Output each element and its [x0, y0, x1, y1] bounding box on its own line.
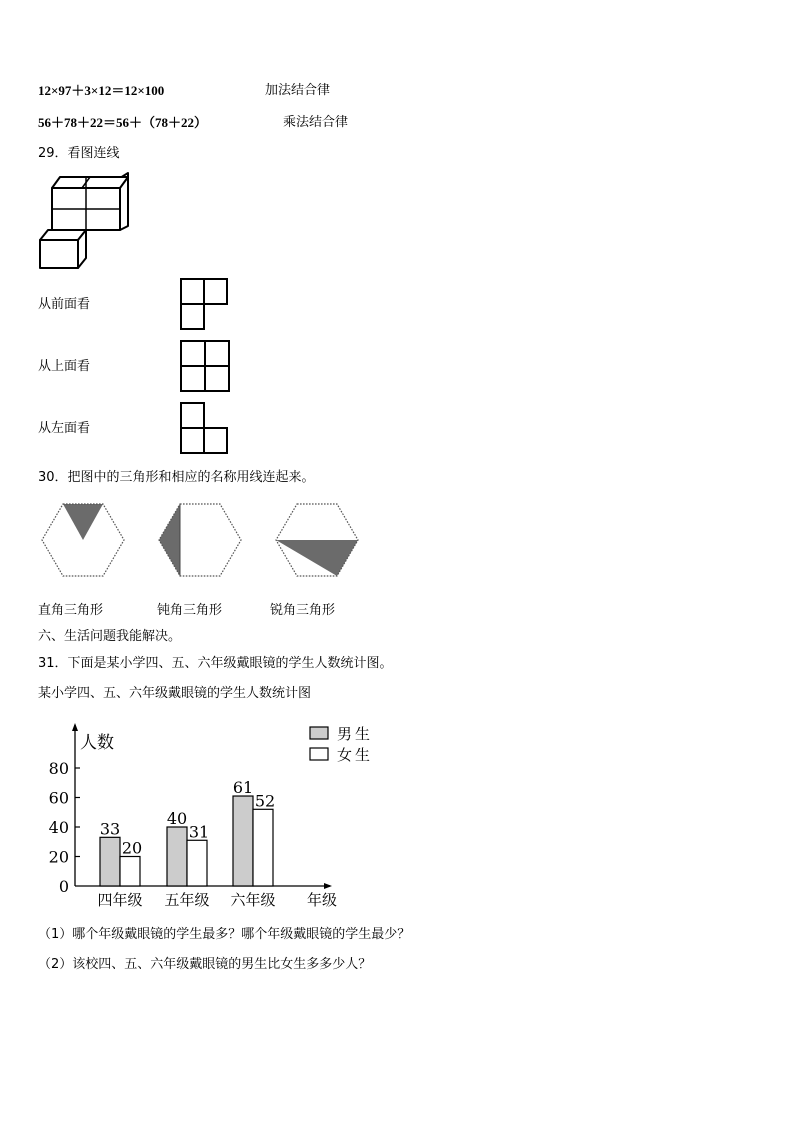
- glasses-bar-chart: [30, 715, 390, 915]
- y-axis-label: 人数: [80, 733, 114, 753]
- q29-title: 29．看图连线: [38, 146, 120, 161]
- bar-value-label: 33: [99, 819, 121, 839]
- y-tick-label: 80: [48, 759, 69, 778]
- x-axis-arrow: [324, 883, 332, 889]
- view-grid-b: [178, 339, 232, 395]
- hexagon-right-shaded: [272, 500, 362, 580]
- x-tick-label: 六年级: [230, 891, 276, 909]
- view-grid-c: [178, 401, 230, 457]
- x-tick-label: 四年级: [97, 891, 143, 909]
- legend-swatch: [310, 727, 328, 739]
- cube-stack-figure: [36, 170, 136, 270]
- bar-value-label: 20: [121, 838, 143, 858]
- bar-value-label: 52: [254, 791, 276, 811]
- y-tick-label: 40: [48, 818, 69, 837]
- law-2: 乘法结合律: [283, 115, 349, 130]
- q31-sub1: （1）哪个年级戴眼镜的学生最多？哪个年级戴眼镜的学生最少？: [38, 927, 411, 942]
- bar: [167, 827, 187, 886]
- y-tick-label: 0: [58, 877, 69, 896]
- view-front-label: 从前面看: [38, 297, 91, 312]
- section-six-heading: 六、生活问题我能解决。: [38, 629, 182, 644]
- bar: [233, 796, 253, 886]
- legend-label: 女生: [337, 746, 374, 764]
- bar: [187, 840, 207, 886]
- bar: [100, 837, 120, 886]
- view-left-label: 从左面看: [38, 421, 91, 436]
- bar-value-label: 31: [188, 822, 210, 842]
- bar: [120, 857, 140, 887]
- x-axis-label: 年级: [306, 891, 338, 909]
- q30-title: 30．把图中的三角形和相应的名称用线连起来。: [38, 470, 315, 485]
- x-tick-label: 五年级: [164, 891, 210, 909]
- name-acute-triangle: 锐角三角形: [270, 603, 336, 618]
- hexagon-acute-shaded: [38, 500, 128, 580]
- law-1: 加法结合律: [265, 83, 331, 98]
- chart-heading: 某小学四、五、六年级戴眼镜的学生人数统计图: [38, 686, 312, 701]
- equation-2: 56＋78＋22＝56＋（78＋22）: [38, 115, 208, 130]
- view-top-label: 从上面看: [38, 359, 91, 374]
- y-tick-label: 60: [48, 788, 69, 808]
- view-grid-a: [178, 277, 230, 332]
- name-obtuse-triangle: 钝角三角形: [157, 603, 223, 618]
- y-axis-arrow: [72, 723, 78, 731]
- legend-label: 男生: [337, 725, 374, 743]
- equation-1: 12×97＋3×12＝12×100: [38, 83, 165, 98]
- hexagon-obtuse-shaded: [155, 500, 245, 580]
- bar: [253, 809, 273, 886]
- bar-value-label: 61: [232, 778, 254, 798]
- y-tick-label: 20: [48, 847, 69, 867]
- name-right-triangle: 直角三角形: [38, 603, 104, 618]
- bar-value-label: 40: [166, 809, 188, 828]
- q31-sub2: （2）该校四、五、六年级戴眼镜的男生比女生多多少人？: [38, 957, 372, 972]
- legend-swatch: [310, 748, 328, 760]
- q31-title: 31．下面是某小学四、五、六年级戴眼镜的学生人数统计图。: [38, 656, 393, 671]
